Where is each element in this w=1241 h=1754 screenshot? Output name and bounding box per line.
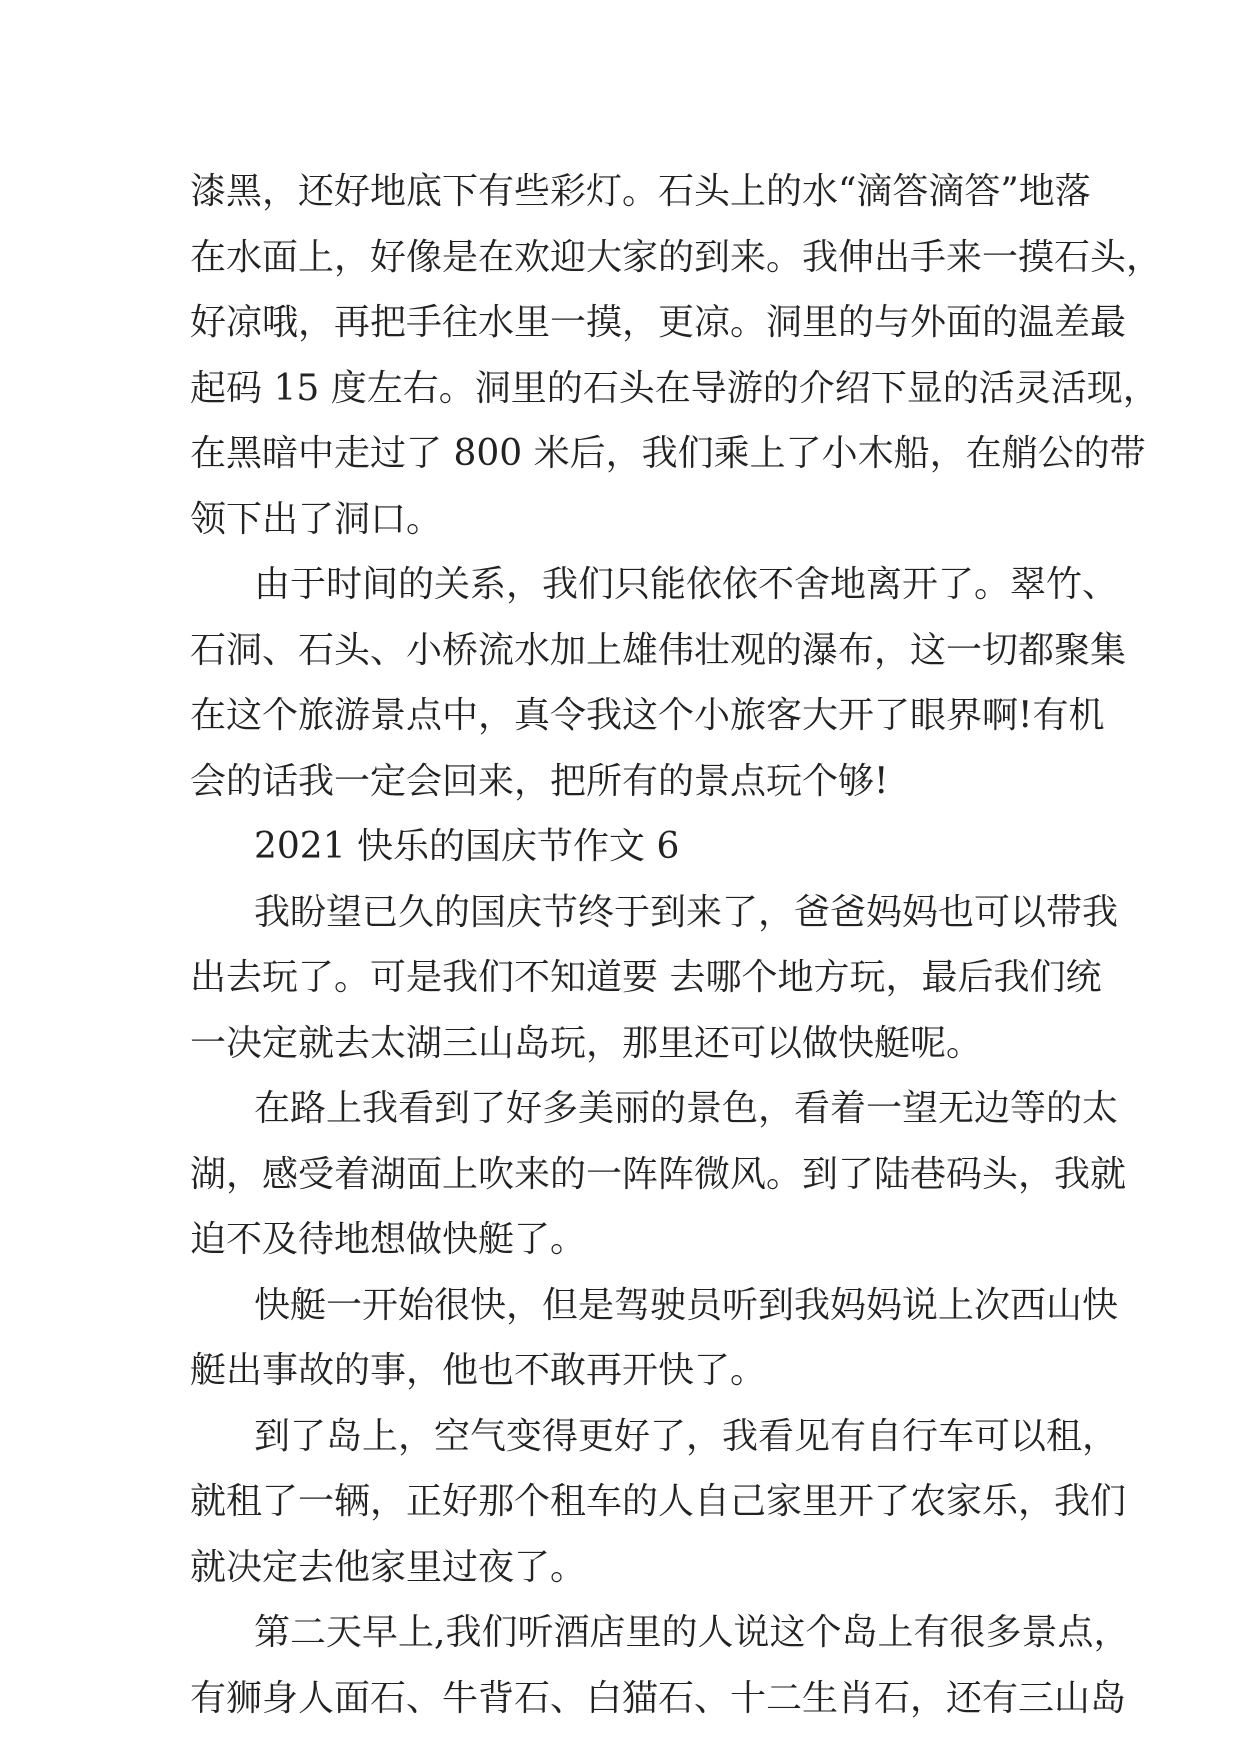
text-line: 艇出事故的事，他也不敢再开快了。 [190, 1350, 767, 1391]
text-line: 出去玩了。可是我们不知道要 去哪个地方玩，最后我们统 [190, 957, 1102, 998]
section-heading: 2021 快乐的国庆节作文 6 [254, 826, 680, 867]
text-line: 起码 15 度左右。洞里的石头在导游的介绍下显的活灵活现， [190, 367, 1159, 409]
text-line: 一决定就去太湖三山岛玩，那里还可以做快艇呢。 [190, 1022, 983, 1064]
text-line: 就决定去他家里过夜了。 [190, 1546, 587, 1588]
text-line: 快艇一开始很快，但是驾驶员听到我妈妈说上次西山快 [254, 1284, 1119, 1326]
text-line: 会的话我一定会回来，把所有的景点玩个够! [190, 760, 889, 802]
text-line: 在水面上，好像是在欢迎大家的到来。我伸出手来一摸石头， [190, 236, 1163, 278]
text-line: 石洞、石头、小桥流水加上雄伟壮观的瀑布，这一切都聚集 [190, 629, 1127, 671]
text-line: 第二天早上,我们听酒店里的人说这个岛上有很多景点， [254, 1612, 1130, 1653]
text-line: 在这个旅游景点中，真令我这个小旅客大开了眼界啊!有机 [190, 695, 1105, 736]
text-line: 有狮身人面石、牛背石、白猫石、十二生肖石，还有三山岛 [190, 1677, 1127, 1719]
text-line: 到了岛上，空气变得更好了，我看见有自行车可以租， [254, 1415, 1119, 1457]
body-text [190, 159, 1163, 1731]
text-line: 迫不及待地想做快艇了。 [190, 1219, 587, 1260]
text-line: 漆黑，还好地底下有些彩灯。石头上的水“滴答滴答”地落 [190, 171, 1091, 212]
text-line: 湖，感受着湖面上吹来的一阵阵微风。到了陆巷码头，我就 [190, 1153, 1127, 1195]
text-line: 由于时间的关系，我们只能依依不舍地离开了。翠竹、 [254, 564, 1119, 605]
text-line: 在黑暗中走过了 800 米后，我们乘上了小木船，在艄公的带 [190, 433, 1146, 474]
text-line: 我盼望已久的国庆节终于到来了，爸爸妈妈也可以带我 [254, 891, 1119, 933]
text-line: 在路上我看到了好多美丽的景色，看着一望无边等的太 [254, 1088, 1119, 1129]
text-line: 领下出了洞口。 [190, 498, 443, 540]
text-line: 就租了一辆，正好那个租车的人自己家里开了农家乐，我们 [190, 1481, 1127, 1522]
text-line: 好凉哦，再把手往水里一摸，更凉。洞里的与外面的温差最 [190, 302, 1127, 343]
